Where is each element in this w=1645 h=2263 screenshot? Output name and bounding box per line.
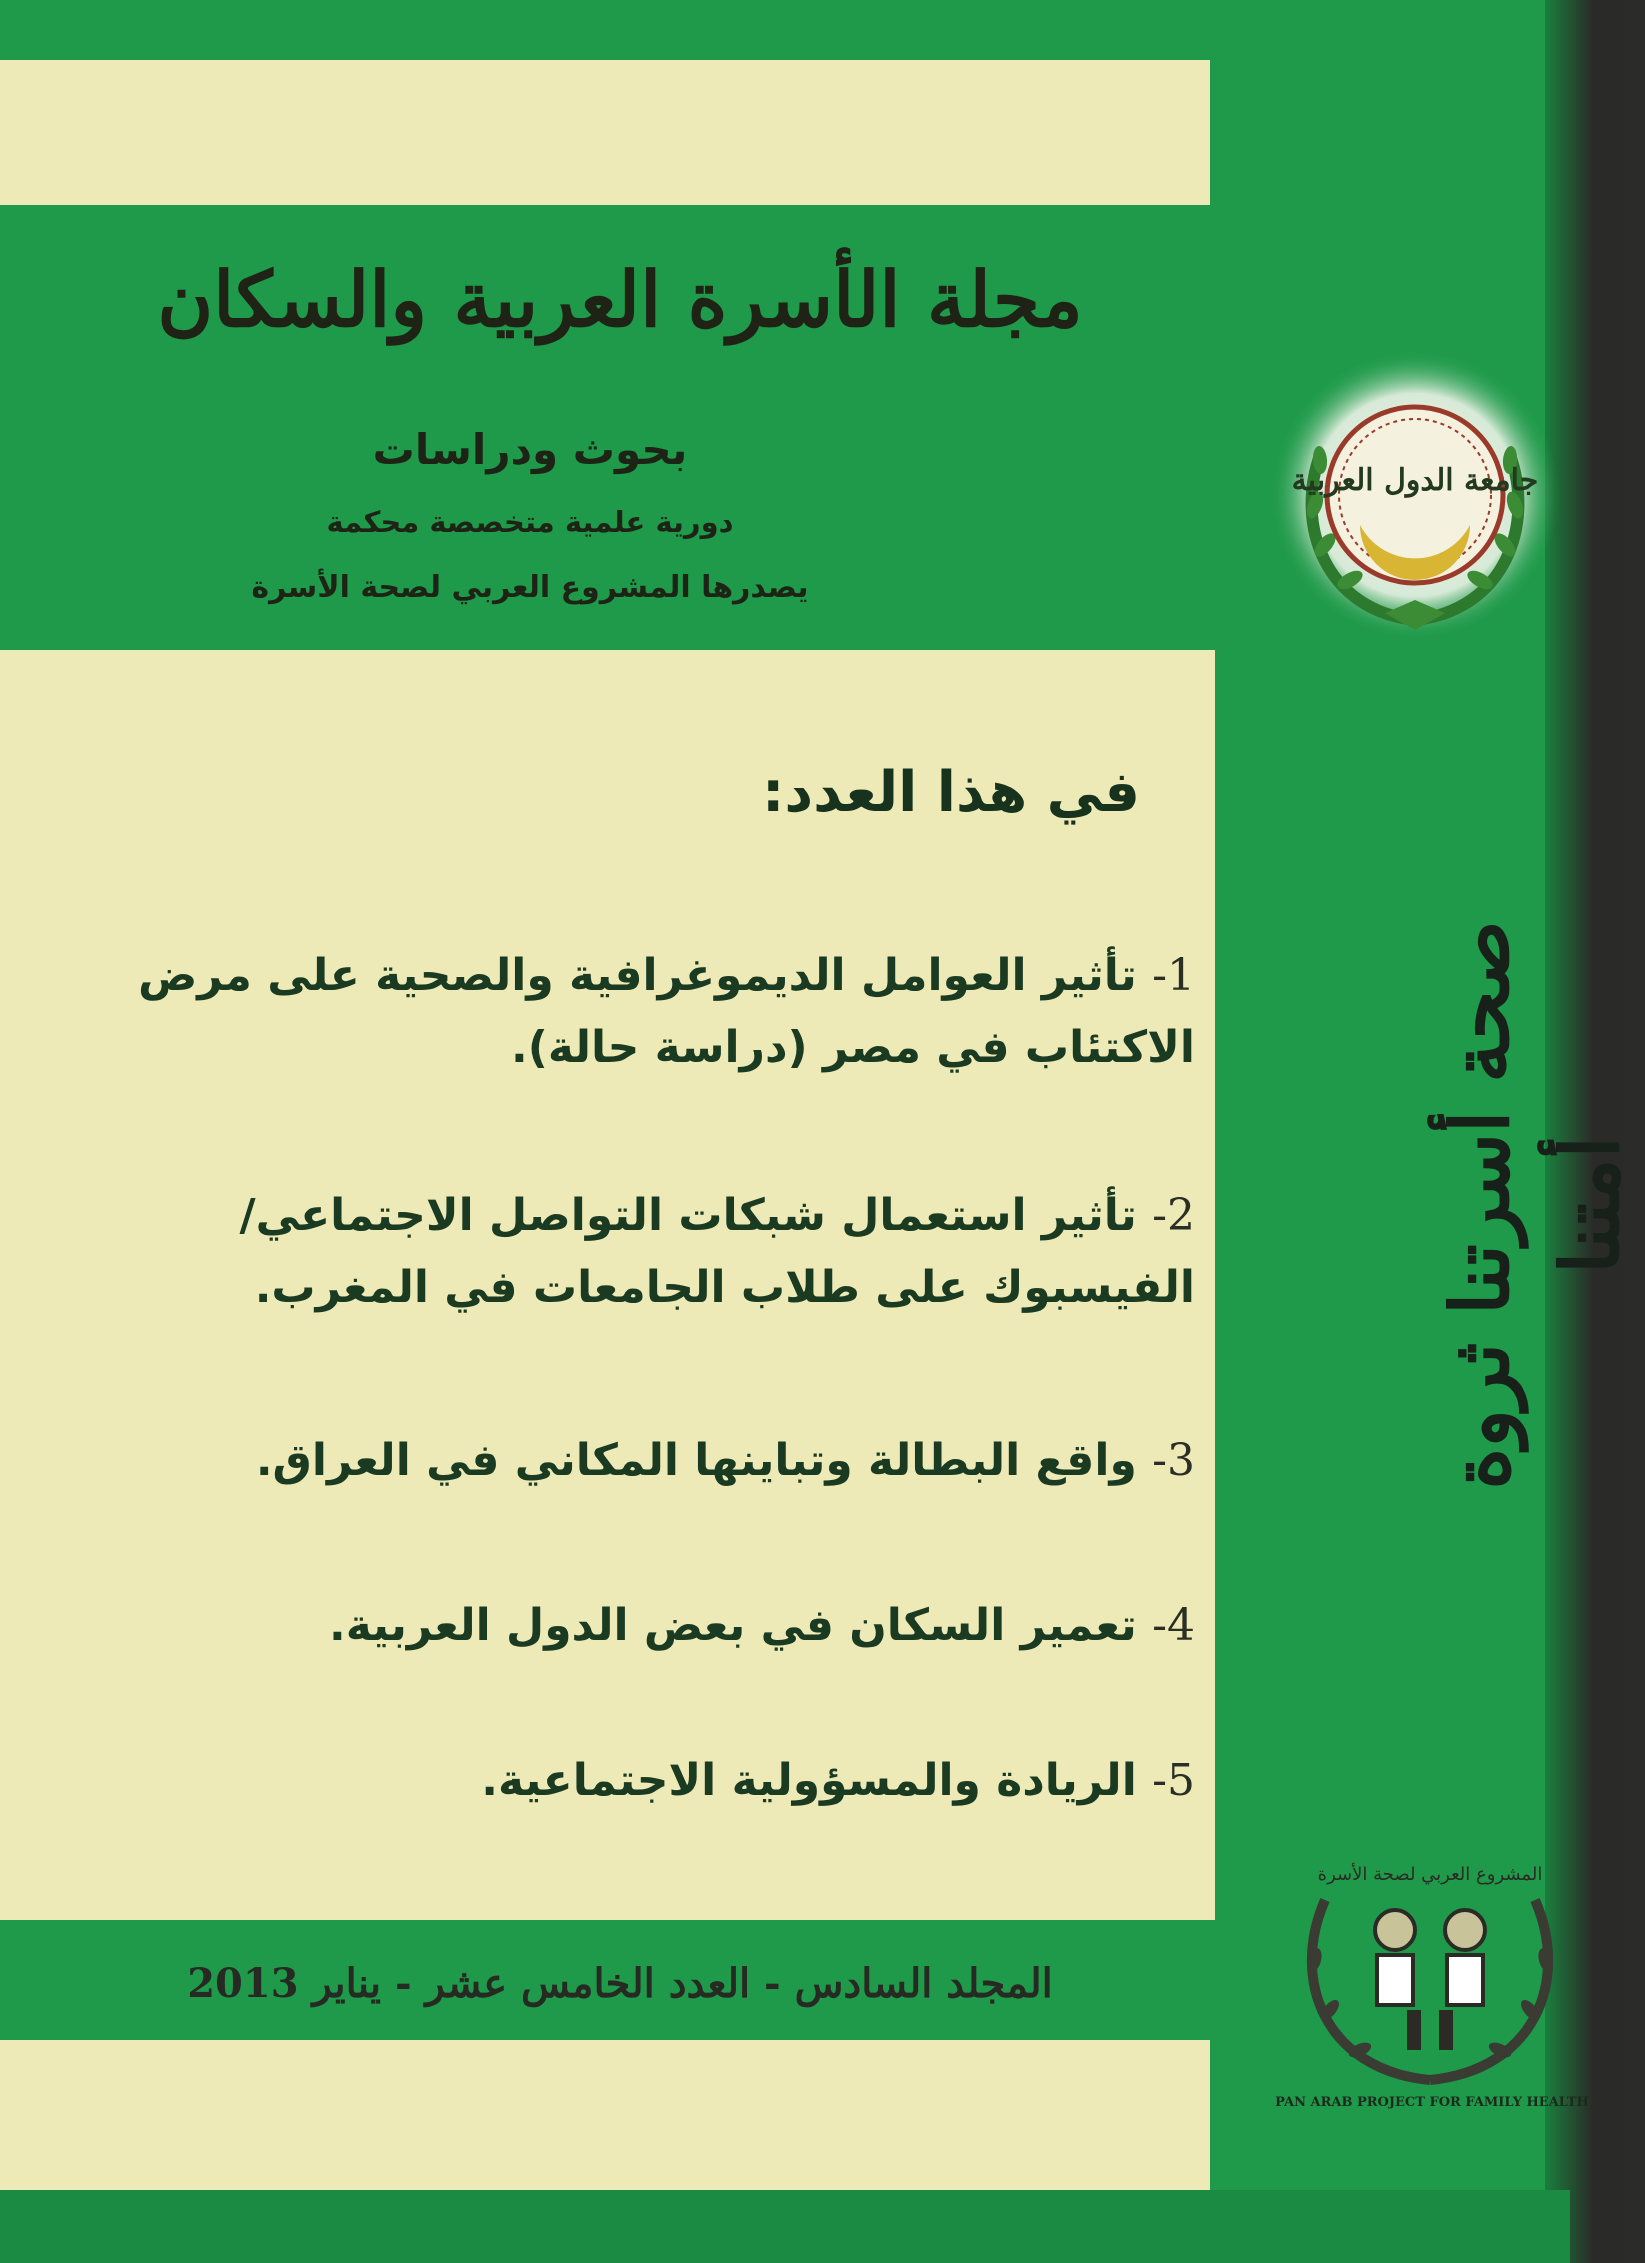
item-number: 1-	[1152, 950, 1195, 1001]
item-number: 3-	[1152, 1435, 1195, 1486]
family-logo-caption: PAN ARAB PROJECT FOR FAMILY HEALTH	[1275, 2095, 1589, 2110]
journal-description: دورية علمية متخصصة محكمة	[326, 505, 734, 539]
arab-league-emblem-icon	[1265, 345, 1565, 645]
item-title: تأثير العوامل الديموغرافية والصحية على مرض الاكتئاب في مصر (دراسة حالة).	[138, 950, 1195, 1073]
item-number: 4-	[1152, 1600, 1195, 1651]
item-title: واقع البطالة وتباينها المكاني في العراق.	[255, 1435, 1137, 1486]
journal-publisher: يصدرها المشروع العربي لصحة الأسرة	[251, 570, 809, 605]
journal-subtitle: بحوث ودراسات	[372, 425, 688, 474]
item-number: 5-	[1152, 1755, 1195, 1806]
contents-item	[80, 1590, 1195, 1662]
top-beige-band	[0, 60, 1210, 205]
bottom-green-strip	[0, 2190, 1570, 2263]
cover-slogan: صحة أسرتنا ثروة أمتنا	[1433, 920, 1637, 1490]
contents-item	[80, 1425, 1195, 1497]
contents-item	[80, 1180, 1195, 1324]
issue-contents-heading: في هذا العدد:	[762, 760, 1140, 825]
item-title: تعمير السكان في بعض الدول العربية.	[329, 1600, 1137, 1651]
bottom-beige-band	[0, 2040, 1210, 2190]
svg-text:المشروع العربي لصحة الأسرة: المشروع العربي لصحة الأسرة	[1317, 1864, 1543, 1885]
contents-item	[80, 940, 1195, 1084]
volume-issue-date: المجلد السادس - العدد الخامس عشر - يناير 2013	[187, 1960, 1053, 2007]
item-number: 2-	[1152, 1190, 1195, 1241]
svg-text:جامعة الدول العربية: جامعة الدول العربية	[1291, 463, 1539, 498]
item-title: الريادة والمسؤولية الاجتماعية.	[481, 1755, 1137, 1806]
journal-title: مجلة الأسرة العربية والسكان	[157, 255, 1083, 344]
family-health-logo-icon	[1255, 1810, 1605, 2110]
contents-item	[80, 1745, 1195, 1817]
item-title: تأثير استعمال شبكات التواصل الاجتماعي/ الفيسبوك على طلاب الجامعات في المغرب.	[239, 1190, 1195, 1313]
